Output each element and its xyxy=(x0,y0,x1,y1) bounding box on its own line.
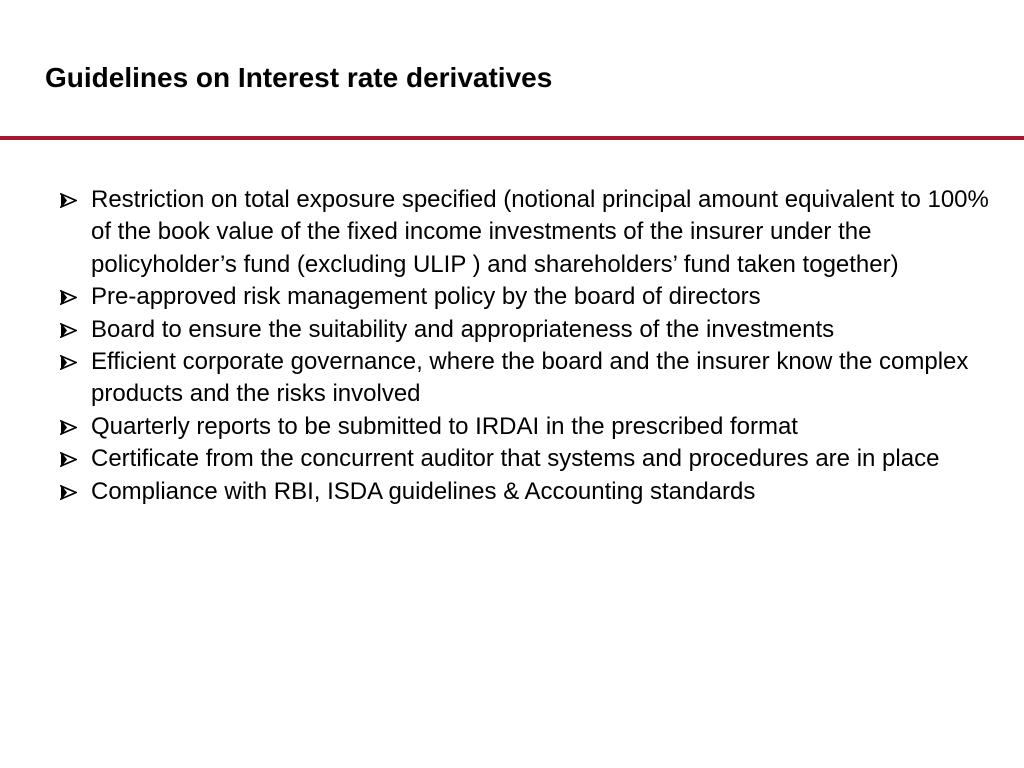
bullet-list xyxy=(60,184,1000,508)
title-divider xyxy=(0,136,1024,140)
bullet-text: Restriction on total exposure specified (notional principal amount equivalent to 100% of the book value of the fixed income investments of the insurer under the policyholder’s fund (excluding ULIP ) and shareholders’ fund taken together) xyxy=(91,186,989,278)
list-item xyxy=(60,476,1000,508)
list-item xyxy=(60,411,1000,443)
arrowhead-bullet-icon xyxy=(60,443,91,475)
arrowhead-bullet-icon xyxy=(60,476,91,508)
bullet-text: Board to ensure the suitability and appropriateness of the investments xyxy=(91,315,835,343)
arrowhead-bullet-icon xyxy=(60,346,91,378)
bullet-text: Quarterly reports to be submitted to IRDAI in the prescribed format xyxy=(91,412,798,440)
bullet-text: Certificate from the concurrent auditor that systems and procedures are in place xyxy=(91,445,940,473)
list-item xyxy=(60,443,1000,475)
arrowhead-bullet-icon xyxy=(60,411,91,443)
slide-title: Guidelines on Interest rate derivatives xyxy=(45,62,553,93)
arrowhead-bullet-icon xyxy=(60,184,91,216)
bullet-text: Pre-approved risk management policy by the board of directors xyxy=(91,283,761,311)
list-item xyxy=(60,346,1000,411)
list-item xyxy=(60,314,1000,346)
bullet-text: Compliance with RBI, ISDA guidelines & Accounting standards xyxy=(91,477,756,505)
list-item xyxy=(60,281,1000,313)
arrowhead-bullet-icon xyxy=(60,281,91,313)
list-item xyxy=(60,184,1000,281)
bullet-text: Efficient corporate governance, where the board and the insurer know the complex products and the risks involved xyxy=(91,348,969,408)
arrowhead-bullet-icon xyxy=(60,314,91,346)
